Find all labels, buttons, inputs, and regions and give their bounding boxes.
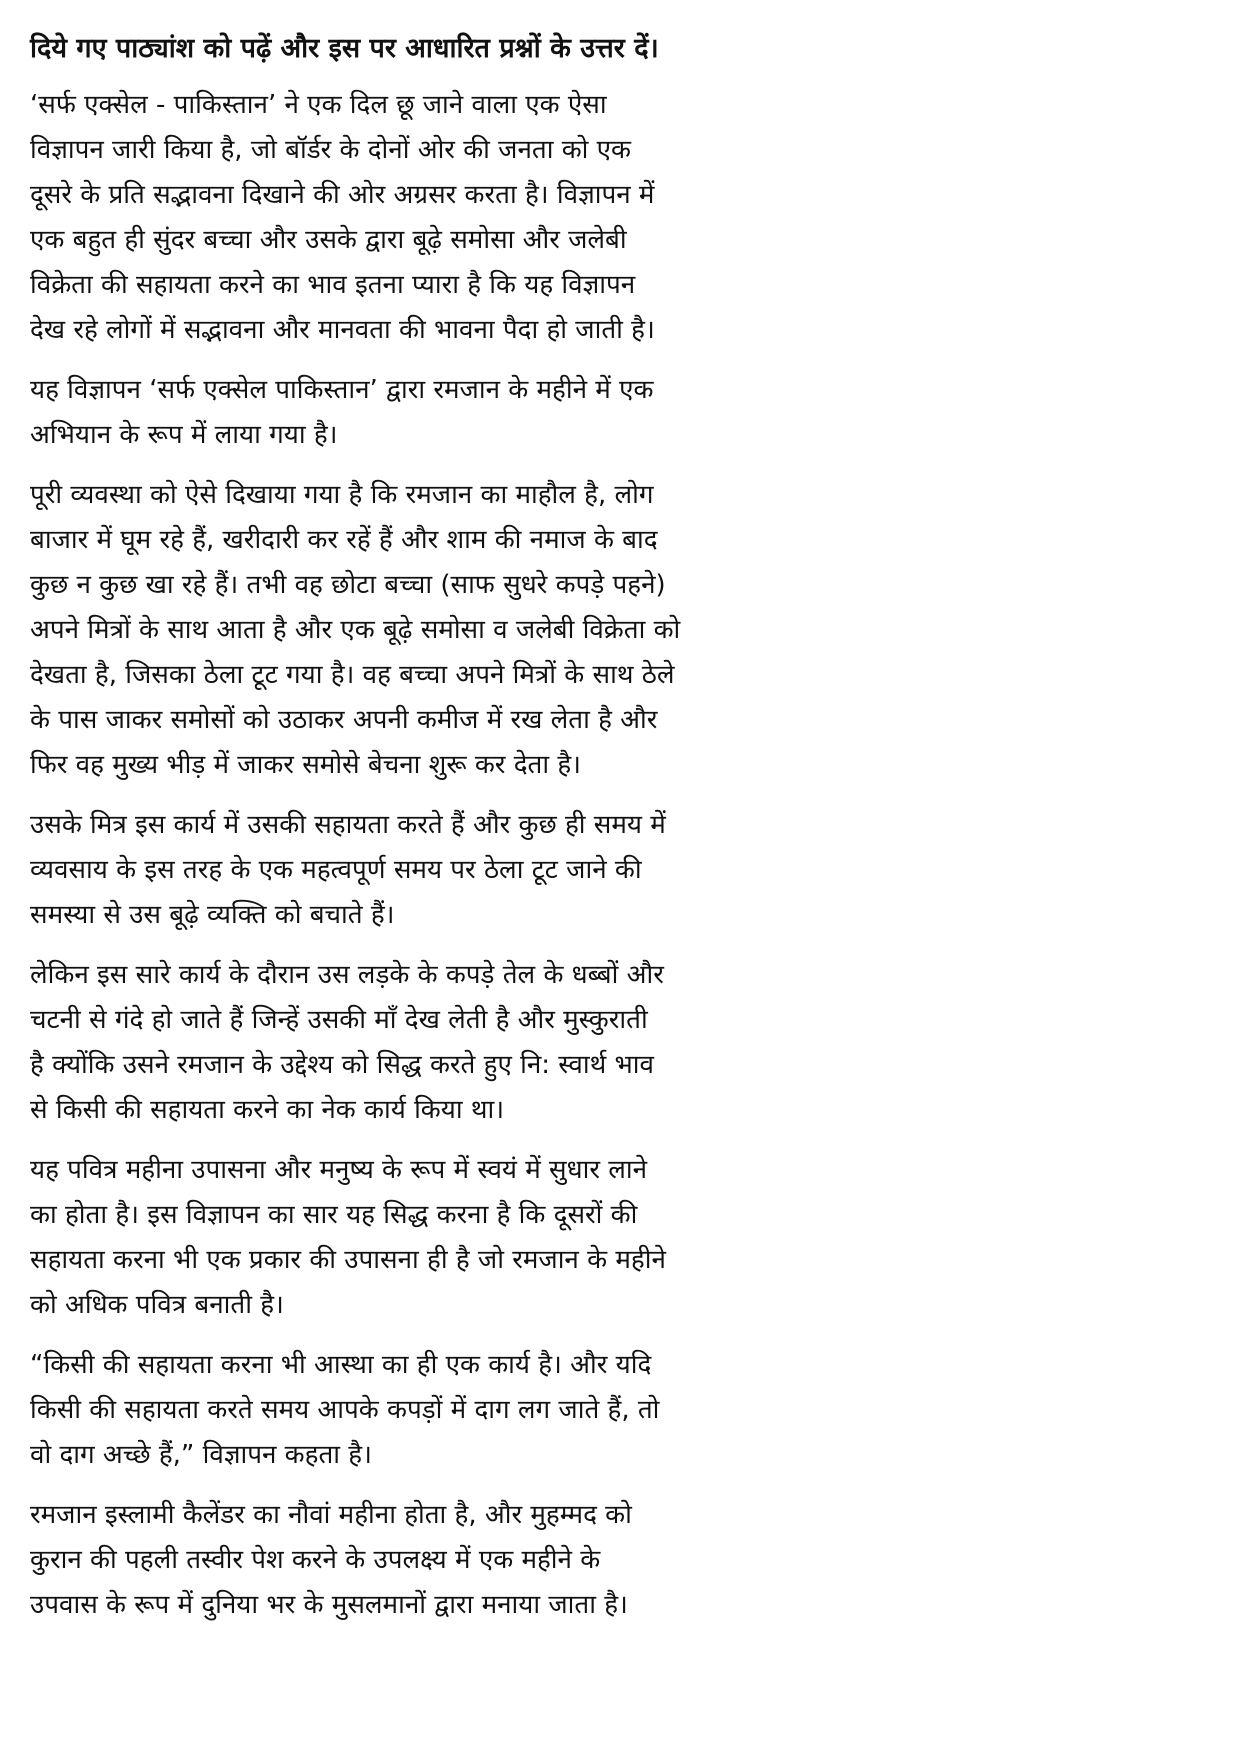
paragraph (30, 1148, 855, 1328)
paragraph-line: का होता है। इस विज्ञापन का सार यह सिद्ध करना है कि दूसरों की (30, 1200, 638, 1230)
paragraph-line: विक्रेता की सहायता करने का भाव इतना प्यारा है कि यह विज्ञापन (30, 270, 636, 300)
paragraph-line: पूरी व्यवस्था को ऐसे दिखाया गया है कि रमजान का माहौल है, लोग (30, 480, 654, 510)
paragraph-line: अपने मित्रों के साथ आता है और एक बूढ़े समोसा व जलेबी विक्रेता को (30, 615, 681, 645)
paragraph-line: है क्योंकि उसने रमजान के उद्देश्य को सिद्ध करते हुए नि: स्वार्थ भाव (30, 1050, 654, 1080)
document-page (30, 26, 855, 1643)
paragraph (30, 1493, 855, 1628)
paragraph (30, 953, 855, 1133)
paragraph-line: यह पवित्र महीना उपासना और मनुष्य के रूप में स्वयं में सुधार लाने (30, 1155, 648, 1185)
paragraph-line: विज्ञापन जारी किया है, जो बॉर्डर के दोनों ओर की जनता को एक (30, 135, 632, 165)
paragraph-line: के पास जाकर समोसों को उठाकर अपनी कमीज में रख लेता है और (30, 705, 658, 735)
paragraph-line: व्यवसाय के इस तरह के एक महत्वपूर्ण समय पर ठेला टूट जाने की (30, 855, 642, 885)
paragraph-line: “किसी की सहायता करना भी आस्था का ही एक कार्य है। और यदि (30, 1350, 652, 1380)
paragraph-line: कुरान की पहली तस्वीर पेश करने के उपलक्ष्य में एक महीने के (30, 1545, 601, 1575)
paragraph-line: लेकिन इस सारे कार्य के दौरान उस लड़के के कपड़े तेल के धब्बों और (30, 960, 664, 990)
paragraph-line: देख रहे लोगों में सद्भावना और मानवता की भावना पैदा हो जाती है। (30, 315, 655, 345)
paragraph-line: फिर वह मुख्य भीड़ में जाकर समोसे बेचना शुरू कर देता है। (30, 750, 581, 780)
paragraph-line: समस्या से उस बूढ़े व्यक्ति को बचाते हैं। (30, 900, 395, 930)
paragraph-line: वो दाग अच्छे हैं,” विज्ञापन कहता है। (30, 1440, 372, 1470)
paragraph-line: रमजान इस्लामी कैलेंडर का नौवां महीना होता है, और मुहम्मद को (30, 1500, 632, 1530)
paragraph-line: दूसरे के प्रति सद्भावना दिखाने की ओर अग्रसर करता है। विज्ञापन में (30, 180, 655, 210)
paragraph (30, 473, 855, 788)
paragraph-line: से किसी की सहायता करने का नेक कार्य किया था। (30, 1095, 505, 1125)
paragraph-line: को अधिक पवित्र बनाती है। (30, 1290, 284, 1320)
paragraph-line: बाजार में घूम रहे हैं, खरीदारी कर रहें हैं और शाम की नमाज के बाद (30, 525, 658, 555)
paragraph-line: उसके मित्र इस कार्य में उसकी सहायता करते हैं और कुछ ही समय में (30, 810, 666, 840)
paragraph-line: देखता है, जिसका ठेला टूट गया है। वह बच्चा अपने मित्रों के साथ ठेले (30, 660, 675, 690)
paragraph (30, 83, 855, 353)
paragraph-line: उपवास के रूप में दुनिया भर के मुसलमानों द्वारा मनाया जाता है। (30, 1590, 628, 1620)
paragraph (30, 1343, 855, 1478)
paragraph-line: किसी की सहायता करते समय आपके कपड़ों में दाग लग जाते हैं, तो (30, 1395, 660, 1425)
paragraph-line: अभियान के रूप में लाया गया है। (30, 420, 338, 450)
paragraph-line: चटनी से गंदे हो जाते हैं जिन्हें उसकी माँ देख लेती है और मुस्कुराती (30, 1005, 648, 1035)
paragraph-line: एक बहुत ही सुंदर बच्चा और उसके द्वारा बूढ़े समोसा और जलेबी (30, 225, 627, 255)
paragraph-line: यह विज्ञापन ‘सर्फ एक्सेल पाकिस्तान’ द्वारा रमजान के महीने में एक (30, 375, 654, 405)
paragraph (30, 803, 855, 938)
paragraph-line: ‘सर्फ एक्सेल - पाकिस्तान’ ने एक दिल छू जाने वाला एक ऐसा (30, 90, 607, 120)
document-heading: दिये गए पाठ्यांश को पढ़ें और इस पर आधारित प्रश्नों के उत्तर दें। (30, 33, 659, 64)
paragraph-line: सहायता करना भी एक प्रकार की उपासना ही है जो रमजान के महीने (30, 1245, 666, 1275)
paragraph-line: कुछ न कुछ खा रहे हैं। तभी वह छोटा बच्चा (साफ सुधरे कपड़े पहने) (30, 570, 666, 600)
paragraph (30, 368, 855, 458)
